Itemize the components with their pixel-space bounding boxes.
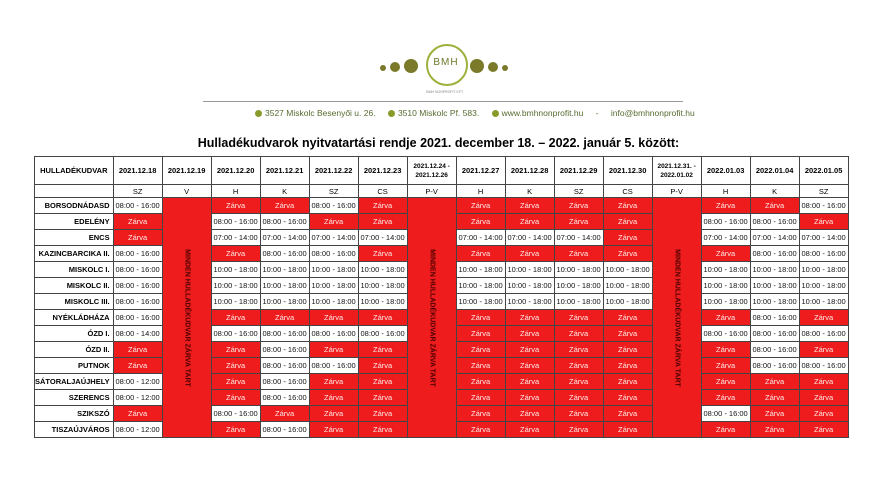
contact-pobox: 3510 Miskolc Pf. 583. — [388, 108, 479, 118]
schedule-cell: 10:00 - 18:00 — [554, 278, 603, 294]
schedule-cell: Zárva — [750, 406, 799, 422]
day-header-row — [35, 185, 849, 198]
schedule-cell: 10:00 - 18:00 — [701, 262, 750, 278]
schedule-cell: Zárva — [309, 310, 358, 326]
contact-line — [255, 108, 705, 118]
schedule-cell: 08:00 - 16:00 — [309, 326, 358, 342]
schedule-cell: Zárva — [113, 230, 162, 246]
schedule-cell: 07:00 - 14:00 — [309, 230, 358, 246]
schedule-cell: 08:00 - 12:00 — [113, 422, 162, 438]
schedule-cell: 08:00 - 16:00 — [799, 326, 848, 342]
schedule-cell: 07:00 - 14:00 — [750, 230, 799, 246]
schedule-cell: Zárva — [456, 326, 505, 342]
schedule-cell: Zárva — [603, 358, 652, 374]
closed-span — [162, 198, 211, 438]
schedule-cell: Zárva — [456, 198, 505, 214]
schedule-cell: Zárva — [505, 310, 554, 326]
schedule-cell: 08:00 - 16:00 — [750, 214, 799, 230]
schedule-cell: 08:00 - 16:00 — [309, 246, 358, 262]
schedule-cell: 07:00 - 14:00 — [701, 230, 750, 246]
schedule-cell: 10:00 - 18:00 — [211, 278, 260, 294]
schedule-cell: 10:00 - 18:00 — [750, 262, 799, 278]
schedule-cell: 10:00 - 18:00 — [750, 294, 799, 310]
schedule-cell: Zárva — [603, 214, 652, 230]
schedule-cell: Zárva — [799, 214, 848, 230]
schedule-cell: Zárva — [309, 406, 358, 422]
schedule-cell: 10:00 - 18:00 — [505, 278, 554, 294]
schedule-cell: 10:00 - 18:00 — [211, 262, 260, 278]
schedule-cell: Zárva — [456, 374, 505, 390]
day-header: K — [750, 185, 799, 198]
row-name: BORSODNÁDASD — [35, 198, 114, 214]
logo-subtitle: BMH NONPROFIT KFT. — [426, 90, 464, 94]
schedule-cell: 08:00 - 16:00 — [260, 342, 309, 358]
row-name: SZIKSZÓ — [35, 406, 114, 422]
schedule-cell: Zárva — [554, 214, 603, 230]
schedule-cell: 08:00 - 16:00 — [113, 278, 162, 294]
date-header-row — [35, 157, 849, 185]
schedule-cell: Zárva — [456, 358, 505, 374]
schedule-cell: Zárva — [211, 310, 260, 326]
schedule-cell: 10:00 - 18:00 — [799, 262, 848, 278]
day-header: H — [211, 185, 260, 198]
date-header: 2022.01.03 — [701, 157, 750, 185]
day-header: SZ — [799, 185, 848, 198]
schedule-cell: Zárva — [358, 422, 407, 438]
schedule-cell: Zárva — [113, 406, 162, 422]
schedule-cell: 10:00 - 18:00 — [260, 262, 309, 278]
schedule-cell: 10:00 - 18:00 — [603, 278, 652, 294]
contact-address: 3527 Miskolc Besenyői u. 26. — [255, 108, 376, 118]
schedule-cell: Zárva — [701, 358, 750, 374]
date-header: 2021.12.28 — [505, 157, 554, 185]
schedule-cell: 08:00 - 16:00 — [211, 326, 260, 342]
logo-brand-text: BMH — [433, 57, 459, 68]
table-row — [35, 198, 849, 214]
schedule-cell: 08:00 - 16:00 — [309, 198, 358, 214]
row-name: SÁTORALJAÚJHELY — [35, 374, 114, 390]
schedule-cell: Zárva — [113, 342, 162, 358]
row-name: TISZAÚJVÁROS — [35, 422, 114, 438]
schedule-cell: Zárva — [211, 358, 260, 374]
schedule-cell: Zárva — [799, 342, 848, 358]
schedule-cell: Zárva — [309, 214, 358, 230]
schedule-cell: Zárva — [505, 422, 554, 438]
schedule-cell: Zárva — [505, 342, 554, 358]
schedule-cell: Zárva — [505, 198, 554, 214]
date-header: 2021.12.18 — [113, 157, 162, 185]
schedule-cell: Zárva — [554, 422, 603, 438]
schedule-cell: 08:00 - 12:00 — [113, 390, 162, 406]
schedule-cell: 08:00 - 16:00 — [750, 310, 799, 326]
schedule-cell: 08:00 - 16:00 — [113, 262, 162, 278]
schedule-cell: Zárva — [603, 310, 652, 326]
date-header: 2022.01.04 — [750, 157, 799, 185]
day-header: SZ — [309, 185, 358, 198]
location-icon — [255, 110, 262, 117]
schedule-cell: 08:00 - 16:00 — [260, 358, 309, 374]
schedule-cell: Zárva — [701, 198, 750, 214]
schedule-cell: Zárva — [309, 374, 358, 390]
row-name: PUTNOK — [35, 358, 114, 374]
schedule-cell: Zárva — [309, 390, 358, 406]
schedule-cell: 08:00 - 16:00 — [750, 342, 799, 358]
schedule-cell: 08:00 - 16:00 — [211, 214, 260, 230]
schedule-cell: Zárva — [211, 422, 260, 438]
schedule-cell: Zárva — [701, 390, 750, 406]
schedule-cell: 10:00 - 18:00 — [750, 278, 799, 294]
schedule-cell: 07:00 - 14:00 — [456, 230, 505, 246]
day-header: H — [456, 185, 505, 198]
schedule-cell: Zárva — [603, 422, 652, 438]
schedule-cell: Zárva — [505, 246, 554, 262]
schedule-cell: Zárva — [505, 374, 554, 390]
schedule-cell: Zárva — [603, 326, 652, 342]
date-header: 2021.12.19 — [162, 157, 211, 185]
date-header: 2021.12.30 — [603, 157, 652, 185]
row-name: EDELÉNY — [35, 214, 114, 230]
row-name: ÓZD II. — [35, 342, 114, 358]
schedule-cell: Zárva — [456, 342, 505, 358]
schedule-cell: 10:00 - 18:00 — [505, 262, 554, 278]
schedule-cell: Zárva — [603, 230, 652, 246]
row-name: MISKOLC I. — [35, 262, 114, 278]
schedule-cell: 07:00 - 14:00 — [505, 230, 554, 246]
row-name: SZERENCS — [35, 390, 114, 406]
schedule-cell: Zárva — [456, 246, 505, 262]
schedule-cell: Zárva — [554, 310, 603, 326]
schedule-cell: Zárva — [260, 406, 309, 422]
day-header: CS — [603, 185, 652, 198]
schedule-cell: Zárva — [799, 310, 848, 326]
row-name: MISKOLC II. — [35, 278, 114, 294]
schedule-cell: Zárva — [750, 198, 799, 214]
day-header: K — [260, 185, 309, 198]
row-name: ENCS — [35, 230, 114, 246]
schedule-table — [34, 156, 849, 438]
row-name: KAZINCBARCIKA II. — [35, 246, 114, 262]
schedule-cell: 10:00 - 18:00 — [603, 262, 652, 278]
schedule-cell: 08:00 - 16:00 — [113, 246, 162, 262]
schedule-cell: 07:00 - 14:00 — [211, 230, 260, 246]
schedule-cell: 10:00 - 18:00 — [358, 294, 407, 310]
schedule-cell: Zárva — [358, 390, 407, 406]
schedule-cell: 08:00 - 16:00 — [750, 326, 799, 342]
day-header: CS — [358, 185, 407, 198]
schedule-cell: Zárva — [358, 198, 407, 214]
schedule-cell: 08:00 - 16:00 — [260, 326, 309, 342]
contact-web[interactable]: www.bmhnonprofit.hu — [492, 108, 584, 118]
schedule-cell: 08:00 - 16:00 — [260, 390, 309, 406]
schedule-cell: 10:00 - 18:00 — [456, 278, 505, 294]
date-header: 2021.12.27 — [456, 157, 505, 185]
schedule-cell: Zárva — [554, 374, 603, 390]
schedule-cell: Zárva — [456, 214, 505, 230]
schedule-cell: 10:00 - 18:00 — [260, 278, 309, 294]
schedule-cell: 08:00 - 16:00 — [799, 358, 848, 374]
schedule-cell: 10:00 - 18:00 — [701, 278, 750, 294]
schedule-cell: 10:00 - 18:00 — [554, 294, 603, 310]
schedule-cell: 08:00 - 16:00 — [799, 198, 848, 214]
day-header: SZ — [554, 185, 603, 198]
schedule-cell: 08:00 - 16:00 — [260, 422, 309, 438]
date-header: 2021.12.21 — [260, 157, 309, 185]
day-header: SZ — [113, 185, 162, 198]
schedule-cell: Zárva — [750, 422, 799, 438]
day-header: K — [505, 185, 554, 198]
schedule-cell: Zárva — [505, 214, 554, 230]
schedule-cell: 08:00 - 16:00 — [260, 374, 309, 390]
schedule-cell: Zárva — [554, 198, 603, 214]
schedule-cell: 10:00 - 18:00 — [211, 294, 260, 310]
schedule-cell: Zárva — [358, 342, 407, 358]
schedule-cell: Zárva — [505, 406, 554, 422]
schedule-cell: Zárva — [505, 358, 554, 374]
schedule-cell: 08:00 - 16:00 — [113, 198, 162, 214]
schedule-cell: Zárva — [358, 406, 407, 422]
schedule-cell: Zárva — [358, 374, 407, 390]
schedule-cell: 10:00 - 18:00 — [358, 262, 407, 278]
schedule-cell: Zárva — [603, 374, 652, 390]
date-header: 2021.12.24 - 2021.12.26 — [407, 157, 456, 185]
corner-header: HULLADÉKUDVAR — [35, 157, 114, 185]
schedule-cell: Zárva — [701, 246, 750, 262]
date-header: 2021.12.29 — [554, 157, 603, 185]
schedule-cell: Zárva — [603, 342, 652, 358]
schedule-cell: Zárva — [799, 422, 848, 438]
schedule-cell: Zárva — [358, 358, 407, 374]
day-header: P-V — [407, 185, 456, 198]
mail-icon — [388, 110, 395, 117]
date-header: 2021.12.22 — [309, 157, 358, 185]
schedule-cell: 08:00 - 16:00 — [358, 326, 407, 342]
date-header: 2021.12.31. - 2022.01.02 — [652, 157, 701, 185]
schedule-cell: 10:00 - 18:00 — [701, 294, 750, 310]
closed-span-text: MINDEN HULLADÉKUDVAR ZÁRVA TART — [428, 248, 436, 387]
schedule-cell: Zárva — [750, 374, 799, 390]
date-header: 2022.01.05 — [799, 157, 848, 185]
header-divider — [203, 101, 683, 102]
contact-email[interactable]: info@bmhnonprofit.hu — [610, 108, 695, 118]
schedule-cell: 07:00 - 14:00 — [554, 230, 603, 246]
schedule-cell: Zárva — [260, 310, 309, 326]
closed-span — [652, 198, 701, 438]
schedule-cell: 10:00 - 18:00 — [554, 262, 603, 278]
schedule-cell: 10:00 - 18:00 — [309, 294, 358, 310]
schedule-cell: 08:00 - 16:00 — [701, 326, 750, 342]
schedule-cell: Zárva — [554, 246, 603, 262]
schedule-cell: 07:00 - 14:00 — [260, 230, 309, 246]
schedule-cell: 08:00 - 14:00 — [113, 326, 162, 342]
schedule-cell: 10:00 - 18:00 — [309, 262, 358, 278]
schedule-cell: Zárva — [456, 310, 505, 326]
schedule-cell: 08:00 - 16:00 — [701, 214, 750, 230]
schedule-cell: 08:00 - 16:00 — [701, 406, 750, 422]
date-header: 2021.12.23 — [358, 157, 407, 185]
schedule-cell: Zárva — [211, 374, 260, 390]
schedule-cell: Zárva — [456, 422, 505, 438]
schedule-cell: Zárva — [505, 326, 554, 342]
schedule-cell: Zárva — [456, 390, 505, 406]
schedule-cell: 10:00 - 18:00 — [799, 294, 848, 310]
day-header: H — [701, 185, 750, 198]
schedule-cell: 10:00 - 18:00 — [456, 262, 505, 278]
schedule-cell: Zárva — [358, 214, 407, 230]
schedule-cell: 10:00 - 18:00 — [603, 294, 652, 310]
schedule-cell: Zárva — [603, 406, 652, 422]
schedule-cell: 08:00 - 12:00 — [113, 374, 162, 390]
schedule-cell: Zárva — [554, 406, 603, 422]
schedule-cell: Zárva — [211, 198, 260, 214]
closed-span-text: MINDEN HULLADÉKUDVAR ZÁRVA TART — [673, 248, 681, 387]
closed-span — [407, 198, 456, 438]
contact-separator: - — [595, 108, 599, 118]
schedule-cell: Zárva — [260, 198, 309, 214]
schedule-cell: Zárva — [554, 390, 603, 406]
schedule-cell: Zárva — [211, 342, 260, 358]
schedule-cell: 10:00 - 18:00 — [456, 294, 505, 310]
schedule-cell: 08:00 - 16:00 — [211, 406, 260, 422]
schedule-cell: Zárva — [750, 390, 799, 406]
schedule-cell: 08:00 - 16:00 — [799, 246, 848, 262]
schedule-cell: Zárva — [701, 374, 750, 390]
schedule-cell: 10:00 - 18:00 — [799, 278, 848, 294]
schedule-cell: Zárva — [309, 422, 358, 438]
schedule-cell: 10:00 - 18:00 — [505, 294, 554, 310]
row-name: ÓZD I. — [35, 326, 114, 342]
schedule-cell: 08:00 - 16:00 — [750, 358, 799, 374]
schedule-cell: Zárva — [701, 422, 750, 438]
schedule-cell: Zárva — [505, 390, 554, 406]
page-title: Hulladékudvarok nyitvatartási rendje 2021. december 18. – 2022. január 5. között: — [197, 136, 680, 150]
schedule-cell: Zárva — [603, 198, 652, 214]
schedule-cell: Zárva — [554, 358, 603, 374]
schedule-cell: 10:00 - 18:00 — [260, 294, 309, 310]
schedule-cell: Zárva — [603, 390, 652, 406]
schedule-cell: Zárva — [799, 406, 848, 422]
schedule-cell: Zárva — [456, 406, 505, 422]
schedule-cell: 10:00 - 18:00 — [358, 278, 407, 294]
schedule-cell: Zárva — [113, 214, 162, 230]
schedule-cell: Zárva — [701, 310, 750, 326]
row-name: NYÉKLÁDHÁZA — [35, 310, 114, 326]
schedule-cell: Zárva — [603, 246, 652, 262]
schedule-cell: 08:00 - 16:00 — [309, 358, 358, 374]
schedule-cell: 08:00 - 16:00 — [750, 246, 799, 262]
schedule-cell: Zárva — [211, 246, 260, 262]
schedule-cell: Zárva — [358, 310, 407, 326]
schedule-cell: 07:00 - 14:00 — [799, 230, 848, 246]
schedule-cell: 07:00 - 14:00 — [358, 230, 407, 246]
schedule-cell: 08:00 - 16:00 — [113, 310, 162, 326]
row-name: MISKOLC III. — [35, 294, 114, 310]
closed-span-text: MINDEN HULLADÉKUDVAR ZÁRVA TART — [183, 248, 191, 387]
schedule-cell: 08:00 - 16:00 — [113, 294, 162, 310]
bmh-logo — [380, 40, 530, 100]
schedule-cell: Zárva — [701, 342, 750, 358]
schedule-cell: Zárva — [211, 390, 260, 406]
schedule-cell: Zárva — [799, 374, 848, 390]
schedule-cell: Zárva — [554, 326, 603, 342]
schedule-cell: Zárva — [309, 342, 358, 358]
schedule-cell: 10:00 - 18:00 — [309, 278, 358, 294]
date-header: 2021.12.20 — [211, 157, 260, 185]
schedule-cell: 08:00 - 16:00 — [260, 246, 309, 262]
day-header: V — [162, 185, 211, 198]
schedule-cell: Zárva — [113, 358, 162, 374]
schedule-cell: Zárva — [554, 342, 603, 358]
day-header: P-V — [652, 185, 701, 198]
schedule-cell: 08:00 - 16:00 — [260, 214, 309, 230]
globe-icon — [492, 110, 499, 117]
schedule-cell: Zárva — [358, 246, 407, 262]
schedule-cell: Zárva — [799, 390, 848, 406]
corner-blank — [35, 185, 114, 198]
